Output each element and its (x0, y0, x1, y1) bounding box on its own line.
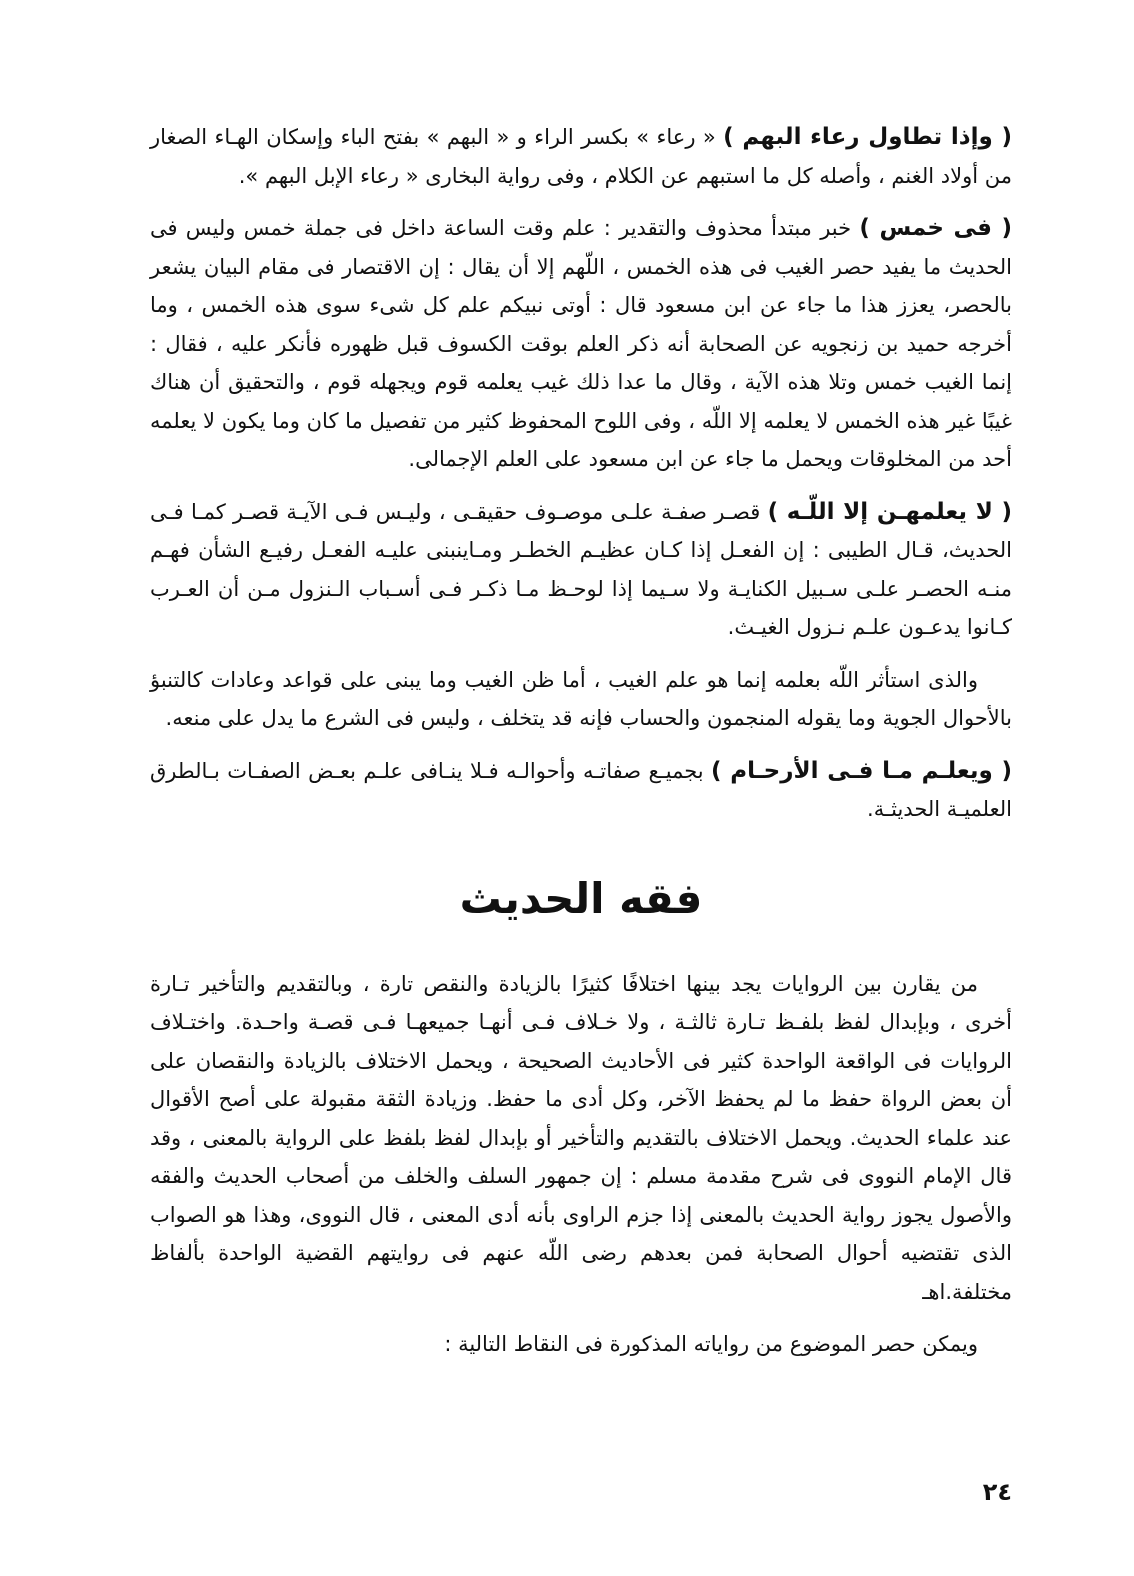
paragraph-fi-khams (150, 209, 1012, 479)
paragraph-text: قصـر صفـة علـى موصـوف حقيقـى ، وليـس فـى الآيـة قصـر كمـا فـى الحديث، قـال الطيبى : إن الفعـل إذا كـان عظيـم الخطـر ومـاينبنى عليـه الفعـل رفيـع الشأن فهـم منـه الحصـر علـى سـبيل الكنايـة ولا سـيما إذا لوحـظ مـا ذكـر فـى أسـباب الـنزول مـن أن العـرب كـانوا يدعـون علـم نـزول الغيـث. (150, 499, 1012, 639)
page-number: ٢٤ (982, 1478, 1012, 1506)
paragraph-ma-fil-arham (150, 752, 1012, 829)
paragraph-text: بجميـع صفاتـه وأحوالـه فـلا ينـافى علـم بعـض الصفـات بـالطرق العلميـة الحديثـة. (150, 758, 1012, 821)
paragraph-text: والذى استأثر اللّه بعلمه إنما هو علم الغيب ، أما ظن الغيب وما يبنى على قواعد وعادات كالتنبؤ بالأحوال الجوية وما يقوله المنجمون والحساب فإنه قد يتخلف ، وليس فى الشرع ما يدل على منعه. (150, 667, 1012, 730)
paragraph-ruaa-al-buhm (150, 118, 1012, 195)
term-bold: ( لا يعلمهـن إلا اللّـه ) (767, 498, 1012, 525)
paragraph-istathar (150, 661, 1012, 738)
page-content (150, 118, 1012, 1378)
term-bold: ( وإذا تطاول رعاء البهم ) (723, 124, 1012, 150)
term-bold: ( ويعلـم مـا فـى الأرحـام ) (711, 757, 1013, 784)
term-bold: ( فى خمس ) (859, 215, 1012, 241)
paragraph-text: « رعاء » بكسر الراء و « البهم » بفتح الباء وإسكان الهـاء الصغار من أولاد الغنم ، وأصله كل ما استبهم عن الكلام ، وفى رواية البخارى « رعاء الإبل البهم ». (150, 125, 1012, 188)
paragraph-la-yalamuhunna (150, 493, 1012, 647)
section-heading: فقه الحديث (459, 873, 703, 923)
paragraph-text: خبر مبتدأ محذوف والتقدير : علم وقت الساعة داخل فى جملة خمس وليس فى الحديث ما يفيد حصر الغيب فى هذه الخمس ، اللّهم إلا أن يقال : إن الاقتصار فى مقام البيان يشعر بالحصر، يعزز هذا ما جاء عن ابن مسعود قال : أوتى نبيكم علم كل شىء سوى هذه الخمس ، وما أخرجه حميد بن زنجويه عن الصحابة أنه ذكر العلم بوقت الكسوف قبل ظهوره فأنكر عليه ، فقال : إنما الغيب خمس وتلا هذه الآية ، وقال ما عدا ذلك غيب يعلمه قوم ويجهله قوم ، والتحقيق أن هناك غيبًا غير هذه الخمس لا يعلمه إلا اللّه ، وفى اللوح المحفوظ كثير من تفصيل ما كان وما يكون لا يعلمه أحد من المخلوقات ويحمل ما جاء عن ابن مسعود على العلم الإجمالى. (150, 216, 1012, 471)
section-paragraph: من يقارن بين الروايات يجد بينها اختلافًا كثيرًا بالزيادة والنقص تارة ، وبالتقديم والتأخير تـارة أخرى ، وبإبدال لفظ بلفـظ تـارة ثالثـة ، ولا خـلاف فـى أنهـا جميعهـا فـى قصـة واحـدة. واختـلاف الروايات فى الواقعة الواحدة كثير فى الأحاديث الصحيحة ، ويحمل الاختلاف بالزيادة والنقصان على أن بعض الرواة حفظ ما لم يحفظ الآخر، وكل أدى ما حفظ. وزيادة الثقة مقبولة على أصح الأقوال عند علماء الحديث. ويحمل الاختلاف بالتقديم والتأخير أو بإبدال لفظ بلفظ على الرواية بالمعنى ، وقد قال الإمام النووى فى شرح مقدمة مسلم : إن جمهور السلف والخلف من أصحاب الحديث والفقه والأصول يجوز رواية الحديث بالمعنى إذا جزم الراوى بأنه أدى المعنى ، قال النووى، وهذا هو الصواب الذى تقتضيه أحوال الصحابة فمن بعدهم رضى اللّه عنهم فى روايتهم القضية الواحدة بألفاظ مختلفة.اهـ (150, 971, 1012, 1304)
section-paragraph: ويمكن حصر الموضوع من رواياته المذكورة فى النقاط التالية : (444, 1332, 978, 1356)
